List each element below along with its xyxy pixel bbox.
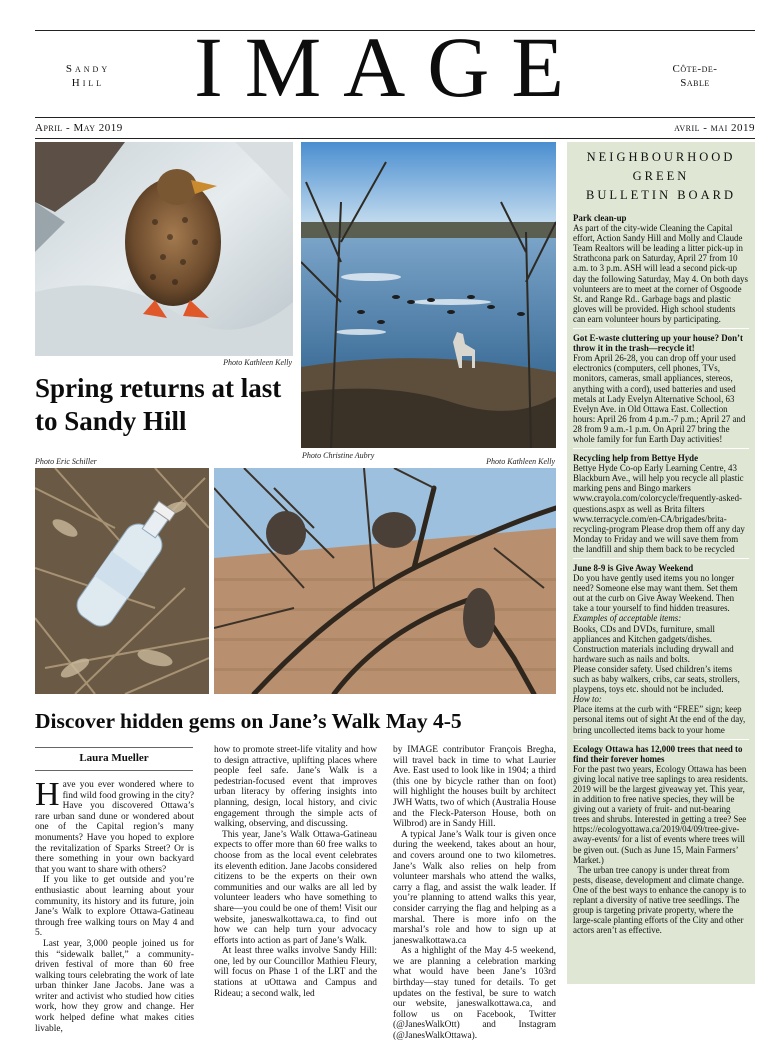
bulletin-text: As part of the city-wide Cleaning the Capital effort, Action Sandy Hill and Molly and Claude Team Realtors will be leading a litter pick-up in Strathcona park on Saturday, April 27 from 10 a.m. to 3 p.m. ASH will lead a second pick-up day the following Saturday, May 4. On both days volunteers are to meet at the corner of Osgoode St. and Range Rd.. Garbage bags and plastic gloves will be provided. High school students can earn volunteer hours by participating. [573, 223, 748, 324]
masthead-left-line-1: Sandy [65, 63, 111, 75]
feature-col3-para-2: A typical Jane’s Walk tour is given once during the weekend, takes about an hour, and covers around one to two kilometres. Jane’s Walk also relies on help from volunteer marshals who attend the walks, carry a flag, and assist the walk leader. If you’re planning to attend walks this year, consider carrying the flag and helping as a marshal. There is more info on the marshal’s role and how to sign up at janeswalkottawa.ca [393, 829, 556, 946]
bulletin-item-park-cleanup [573, 213, 749, 324]
duck-photo [35, 142, 293, 356]
byline: Laura Mueller [79, 752, 149, 764]
tree-photo-image [214, 468, 556, 694]
date-french: avril - mai 2019 [674, 122, 755, 134]
masthead-bottom-rule [35, 117, 755, 118]
bulletin-text: From April 26-28, you can drop off your used electronics (computers, cell phones, TVs, monitors, cameras, small appliances, stereos, anything with a cord), used batteries and used metals at Lady Evelyn Alternative School, 63 Evelyn Ave. in Old Ottawa East. Collection hours: April 26 from 4 p.m.-7 p.m.; April 27 and 28 from 9 a.m.-1 p.m. On April 27 bring the whole family for fun Earth Day activities! [573, 353, 746, 444]
bulletin-text: Place items at the curb with “FREE” sign; keep personal items out of sight At the end of the day, bring uncollected items back to your home [573, 704, 746, 735]
feature-column-3 [393, 745, 556, 1042]
bulletin-text: Bettye Hyde Co-op Early Learning Centre, 43 Blackburn Ave., will help you recycle all plastic marking pens and Bingo markers www.crayola.com/colorcycle/frequently-asked-questions.aspx as well as Brita filters www.terracycle.com/en-CA/brigades/brita-recycling-program Please drop them off any day Monday to Friday and we will save them from the landfill and ship them back to be recycled [573, 463, 745, 554]
green-bulletin-board [567, 142, 755, 984]
bulletin-heading: June 8-9 is Give Away Weekend [573, 563, 694, 573]
masthead-title: IMAGE [194, 19, 586, 115]
bulletin-text: Books, CDs and DVDs, furniture, small appliances and Kitchen gadgets/dishes. Construction materials including drywall and hardware such as nails and bolts. [573, 623, 734, 664]
byline-rule-top [35, 747, 193, 748]
bottle-photo-credit: Photo Eric Schiller [35, 457, 97, 466]
duck-photo-image [35, 142, 293, 356]
bulletin-divider [573, 448, 749, 449]
feature-col2-para-3: At least three walks involve Sandy Hill: one, led by our Councillor Mathieu Fleury, will focus on Phase 1 of the LRT and the stations at uOttawa and Campus and Rideau; a second walk, led [214, 946, 377, 999]
bulletin-item-ecology-ottawa [573, 744, 749, 936]
feature-col2-para-2: This year, Jane’s Walk Ottawa-Gatineau expects to offer more than 60 free walks to choose from as the local event celebrates its eleventh edition. Jane Jacobs considered citizens to be the experts on their own communities and our walks are all led by volunteer leaders who have something to share—you could be one of them! Visit our website, janeswalkottawa.ca, to find out how we can help turn your advocacy efforts into action as part of Jane’s Walk. [214, 829, 377, 946]
bulletin-divider [573, 328, 749, 329]
duck-photo-credit: Photo Kathleen Kelly [223, 358, 292, 367]
bulletin-item-ewaste [573, 333, 749, 444]
bulletin-heading: Got E-waste cluttering up your house? Don’t throw it in the trash—recycle it! [573, 333, 743, 354]
bulletin-text: The urban tree canopy is under threat from pests, disease, development and climate change. One of the best ways to enhance the canopy is to replant a diversity of native tree seedlings. The group is targeting private property, where the large-scale planting efforts of the City and other actors aren’t as effective. [573, 864, 747, 936]
bulletin-text: Please consider safety. Used children’s items such as baby walkers, cribs, car seats, strollers, playpens, toys etc. should not be included. [573, 663, 740, 695]
bulletin-title-line-3: BULLETIN BOARD [586, 188, 736, 202]
masthead-left-line-2: Hill [71, 77, 105, 89]
masthead-left-corner [48, 62, 128, 90]
bulletin-subheading: How to: [573, 694, 602, 705]
river-photo-image [301, 142, 556, 448]
feature-headline: Discover hidden gems on Jane’s Walk May 4-5 [35, 709, 462, 733]
dateline-rule [35, 138, 755, 139]
feature-col1-para-1 [35, 776, 194, 875]
bulletin-item-giveaway [573, 563, 749, 735]
date-english: April - May 2019 [35, 122, 123, 134]
bulletin-text: For the past two years, Ecology Ottawa has been giving local native tree saplings to area residents. 2019 will be the largest giveaway yet. This year, in addition to free native species, they will be giving out a variety of fruit- and nut-bearing trees and shrubs. Interested in getting a tree? See https://ecologyottawa.ca/2019/04/09/tree-give-away-events/ for a list of events where trees will be given out. (Such as June 15, Main Farmers’ Market.) [573, 763, 748, 865]
feature-column-2 [214, 745, 377, 999]
bulletin-heading: Park clean-up [573, 213, 627, 223]
drop-cap: H [35, 776, 60, 813]
river-photo-credit-1: Photo Christine Aubry [302, 451, 375, 460]
tree-photo [214, 468, 556, 694]
feature-column-1 [35, 776, 194, 1034]
bulletin-heading: Recycling help from Bettye Hyde [573, 453, 699, 464]
feature-col2-para-1: how to promote street-life vitality and how to design attractive, uplifting places where people feel safe. Jane’s Walk is a pedestrian-focused event that improves urban literacy by offering insights into planning, design, local history, and civic engagement through the simple acts of walking, observing, and discussing. [214, 745, 377, 830]
bottle-photo-image [35, 468, 209, 694]
feature-col1-para-2: If you like to get outside and you’re enthusiastic about learning about your community, its history and its future, join Jane’s Walk to explore Ottawa-Gatineau through free walking tours on May 4 and 5. [35, 875, 194, 939]
bulletin-title-line-2: GREEN [632, 169, 690, 183]
bulletin-board-title [567, 148, 755, 205]
bulletin-divider [573, 739, 749, 740]
bulletin-items [567, 213, 755, 935]
bulletin-item-recycling [573, 453, 749, 554]
bulletin-text: Do you have gently used items you no longer need? Someone else may want them. Set them out at the curb on Give Away Weekend. Then take a tour yourself to find hidden treasures. [573, 573, 738, 614]
masthead-right-line-2: Sable [680, 77, 710, 89]
feature-col3-para-3: As a highlight of the May 4-5 weekend, we are planning a celebration marking what would have been Jane’s 103rd birthday—stay tuned for details. To get updates on the festival, be sure to watch our website, janeswalkottawa.ca, and follow us on Facebook, Twitter (@JanesWalkOtt) and Instagram (@JanesWalkOttawa). [393, 946, 556, 1042]
lead-headline: Spring returns at last to Sandy Hill [35, 373, 282, 436]
byline-rule-bottom [35, 770, 193, 771]
bottle-photo [35, 468, 209, 694]
river-photo [301, 142, 556, 448]
bulletin-subheading: Examples of acceptable items: [573, 613, 682, 624]
masthead-right-corner [650, 62, 740, 90]
bulletin-divider [573, 558, 749, 559]
feature-col1-para-3: Last year, 3,000 people joined us for this “sidewalk ballet,” a community-driven festival of more than 60 free walking tours celebrating the work of late urban thinker Jane Jacobs. Jane was a writer and activist who studied how cities work, how they grow and change. Her work helped define what makes cities livable, [35, 938, 194, 1034]
masthead-right-line-1: Côte-de- [672, 63, 718, 75]
feature-col1-para-1-text: ave you ever wondered where to find wild food growing in the city? Have you discovered Ottawa’s rare urban sand dune or wondered about one of the Capital region’s many monuments? Have you hoped to explore the revitalization of Sparks Street? Or is there something in your own backyard that you want to share with others? [35, 780, 194, 875]
bulletin-title-line-1: NEIGHBOURHOOD [586, 150, 736, 164]
bulletin-heading: Ecology Ottawa has 12,000 trees that need to find their forever homes [573, 743, 743, 764]
feature-col3-para-1: by IMAGE contributor François Bregha, will travel back in time to what Laurier Ave. East used to look like in 1904; a third (this one by bicycle rather than on foot) will highlight the houses built by architect JWH Watts, two of which (Australia House and the Fleck-Paterson House, both on Wilbrod) are in Sandy Hill. [393, 745, 556, 830]
river-photo-credit-2: Photo Kathleen Kelly [486, 457, 555, 466]
